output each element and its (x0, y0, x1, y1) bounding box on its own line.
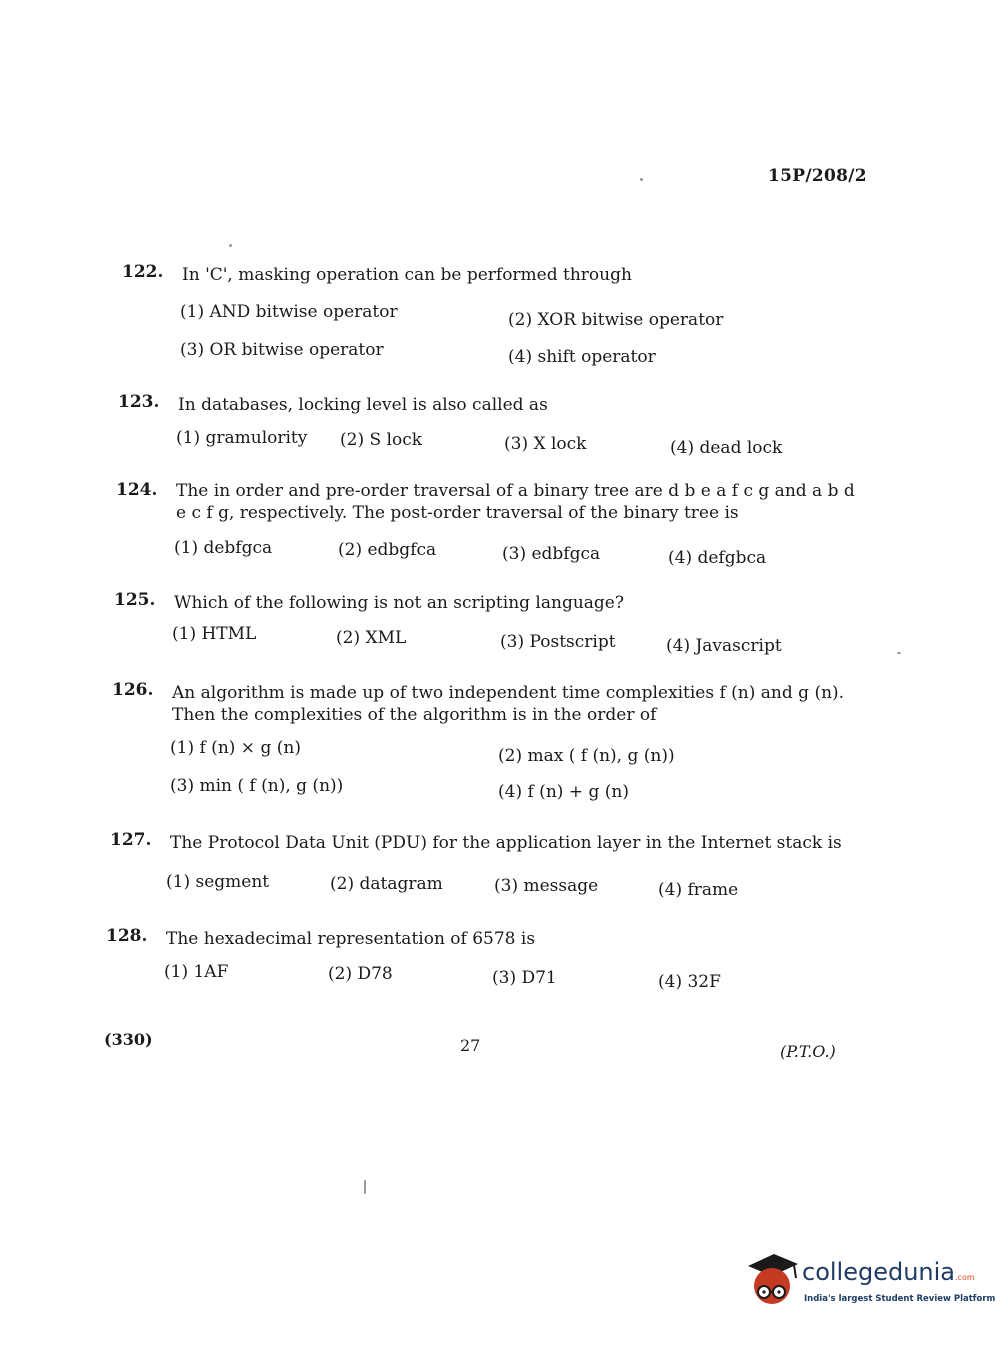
option-3: (3) X lock (504, 434, 587, 454)
question-text: The hexadecimal representation of 6578 is (166, 929, 536, 949)
question-number: 128. (106, 926, 148, 946)
option-4: (4) Javascript (666, 636, 782, 656)
option-1: (1) AND bitwise operator (180, 302, 398, 322)
question-text: In 'C', masking operation can be performed through (182, 265, 632, 285)
page-number: 27 (460, 1036, 481, 1055)
question-text: An algorithm is made up of two independent time complexities f (n) and g (n). Then the complexities of the algorithm is in the order of (172, 683, 845, 725)
option-2: (2) datagram (330, 874, 443, 894)
option-3: (3) min ( f (n), g (n)) (170, 776, 344, 796)
logo-dot-com: .com (955, 1273, 975, 1282)
option-4: (4) defgbca (668, 548, 767, 568)
option-3: (3) OR bitwise operator (180, 340, 384, 360)
option-1: (1) gramulority (176, 428, 308, 448)
option-1: (1) f (n) × g (n) (170, 738, 301, 758)
paper-code: 15P/208/2 (768, 166, 867, 186)
question-number: 124. (116, 480, 158, 500)
question-number: 126. (112, 680, 154, 700)
student-mascot-icon (744, 1252, 800, 1310)
scan-speck (364, 1180, 366, 1194)
option-2: (2) XML (336, 628, 407, 648)
option-3: (3) message (494, 876, 599, 896)
option-1: (1) debfgca (174, 538, 273, 558)
option-3: (3) D71 (492, 968, 557, 988)
option-4: (4) dead lock (670, 438, 783, 458)
option-4: (4) shift operator (508, 347, 656, 367)
logo-tagline: India's largest Student Review Platform (804, 1294, 996, 1304)
question-text: The in order and pre-order traversal of a binary tree are d b e a f c g and a b d e c f g, respectively. The post-order traversal of the binary tree is (176, 481, 855, 523)
scan-speck (229, 244, 232, 247)
question-number: 122. (122, 262, 164, 282)
question-text: In databases, locking level is also called as (178, 395, 548, 415)
option-1: (1) 1AF (164, 962, 229, 982)
footer-code: (330) (104, 1030, 153, 1049)
scan-speck (640, 178, 643, 181)
option-4: (4) 32F (658, 972, 721, 992)
option-4: (4) frame (658, 880, 739, 900)
logo-name-text: collegedunia (802, 1258, 956, 1286)
option-3: (3) Postscript (500, 632, 616, 652)
option-1: (1) segment (166, 872, 270, 892)
option-3: (3) edbfgca (502, 544, 601, 564)
question-number: 125. (114, 590, 156, 610)
option-2: (2) D78 (328, 964, 393, 984)
option-2: (2) S lock (340, 430, 423, 450)
option-1: (1) HTML (172, 624, 257, 644)
question-number: 127. (110, 830, 152, 850)
collegedunia-logo[interactable] (744, 1252, 996, 1312)
question-number: 123. (118, 392, 160, 412)
option-2: (2) XOR bitwise operator (508, 310, 724, 330)
please-turn-over: (P.T.O.) (780, 1042, 836, 1061)
question-text: Which of the following is not an scripting language? (174, 593, 624, 613)
logo-wordmark (802, 1258, 975, 1286)
question-text: The Protocol Data Unit (PDU) for the application layer in the Internet stack is (170, 833, 842, 853)
option-2: (2) edbgfca (338, 540, 437, 560)
scan-speck (897, 652, 901, 654)
option-4: (4) f (n) + g (n) (498, 782, 629, 802)
option-2: (2) max ( f (n), g (n)) (498, 746, 675, 766)
